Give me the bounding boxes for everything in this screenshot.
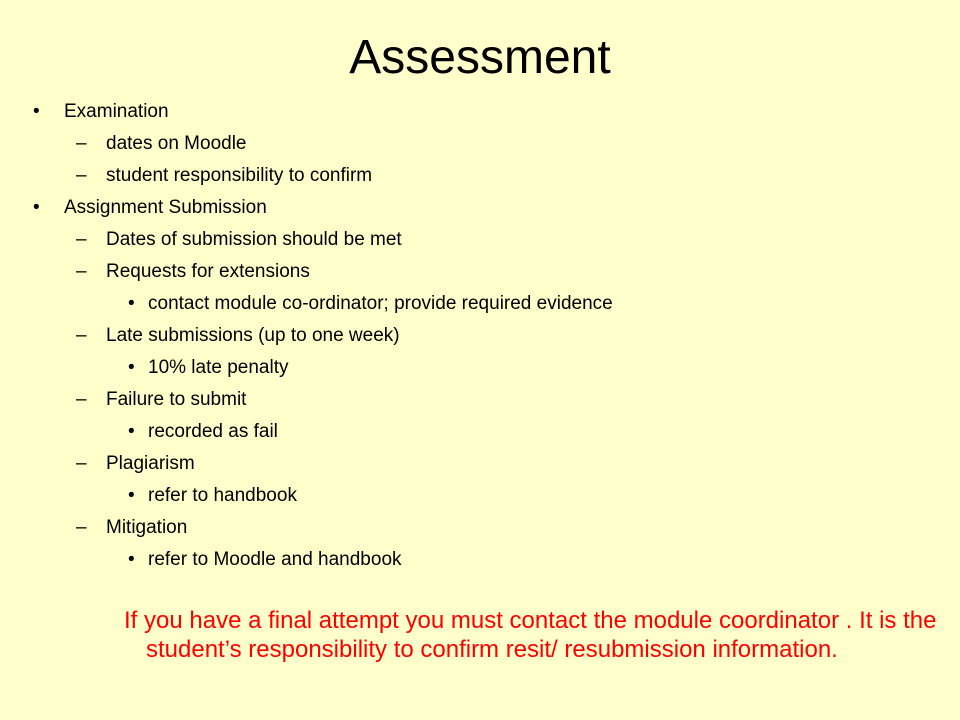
list-item-text: contact module co-ordinator; provide required evidence bbox=[148, 293, 613, 314]
bullet-icon: • bbox=[128, 549, 135, 570]
bullet-icon: • bbox=[33, 197, 40, 218]
list-item-text: 10% late penalty bbox=[148, 357, 289, 378]
bullet-icon: • bbox=[128, 357, 135, 378]
dash-icon: – bbox=[76, 229, 87, 250]
list-item-text: Examination bbox=[64, 101, 169, 122]
list-item-text: Late submissions (up to one week) bbox=[106, 325, 400, 346]
slide-title: Assessment bbox=[349, 31, 611, 84]
dash-icon: – bbox=[76, 453, 87, 474]
bullet-icon: • bbox=[33, 101, 40, 122]
dash-icon: – bbox=[76, 261, 87, 282]
list-item-text: dates on Moodle bbox=[106, 133, 247, 154]
dash-icon: – bbox=[76, 325, 87, 346]
dash-icon: – bbox=[76, 133, 87, 154]
dash-icon: – bbox=[76, 517, 87, 538]
final-attempt-note: If you have a final attempt you must contact the module coordinator . It is the student’s responsibility to confirm resit/ resubmission information. bbox=[124, 607, 937, 663]
bullet-icon: • bbox=[128, 293, 135, 314]
list-item-text: Assignment Submission bbox=[64, 197, 267, 218]
list-item-text: Failure to submit bbox=[106, 389, 247, 410]
dash-icon: – bbox=[76, 165, 87, 186]
list-item-text: recorded as fail bbox=[148, 421, 278, 442]
dash-icon: – bbox=[76, 389, 87, 410]
bullet-icon: • bbox=[128, 421, 135, 442]
list-item-text: Dates of submission should be met bbox=[106, 229, 402, 250]
bullet-icon: • bbox=[128, 485, 135, 506]
list-item-text: Requests for extensions bbox=[106, 261, 310, 282]
list-item-text: refer to handbook bbox=[148, 485, 297, 506]
list-item-text: student responsibility to confirm bbox=[106, 165, 373, 186]
list-item-text: Plagiarism bbox=[106, 453, 195, 474]
list-item-text: Mitigation bbox=[106, 517, 188, 538]
list-item-text: refer to Moodle and handbook bbox=[148, 549, 402, 570]
